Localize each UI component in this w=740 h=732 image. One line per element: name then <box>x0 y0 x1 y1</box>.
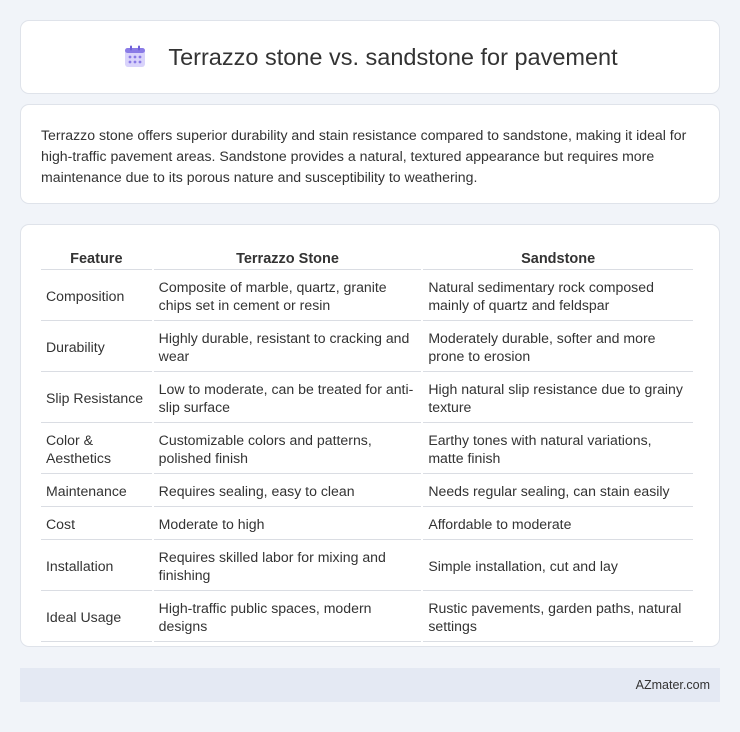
table-row <box>41 542 693 591</box>
terrazzo-cell: Requires sealing, easy to clean <box>154 476 422 507</box>
table-row <box>41 374 693 423</box>
header-terrazzo: Terrazzo Stone <box>154 246 422 270</box>
table-row <box>41 593 693 642</box>
title-wrap <box>122 44 617 71</box>
terrazzo-cell: Highly durable, resistant to cracking and wear <box>154 323 422 372</box>
table-row <box>41 272 693 321</box>
feature-cell: Composition <box>41 272 152 321</box>
feature-cell: Maintenance <box>41 476 152 507</box>
table-row <box>41 425 693 474</box>
sandstone-cell: Affordable to moderate <box>423 509 693 540</box>
sandstone-cell: High natural slip resistance due to grainy texture <box>423 374 693 423</box>
sandstone-cell: Simple installation, cut and lay <box>423 542 693 591</box>
feature-cell: Ideal Usage <box>41 593 152 642</box>
footer <box>20 668 720 702</box>
summary-text: Terrazzo stone offers superior durability and stain resistance compared to sandstone, making it ideal for high-traffic pavement areas. Sandstone provides a natural, textured appearance but requires more maintenance due to its porous nature and susceptibility to weathering. <box>41 127 687 185</box>
feature-cell: Cost <box>41 509 152 540</box>
sandstone-cell: Rustic pavements, garden paths, natural settings <box>423 593 693 642</box>
terrazzo-cell: Composite of marble, quartz, granite chips set in cement or resin <box>154 272 422 321</box>
footer-site-link[interactable]: AZmater.com <box>635 678 710 692</box>
sandstone-cell: Earthy tones with natural variations, matte finish <box>423 425 693 474</box>
terrazzo-cell: Moderate to high <box>154 509 422 540</box>
sandstone-cell: Needs regular sealing, can stain easily <box>423 476 693 507</box>
table-row <box>41 509 693 540</box>
table-row <box>41 476 693 507</box>
feature-cell: Installation <box>41 542 152 591</box>
table-row <box>41 323 693 372</box>
terrazzo-cell: Customizable colors and patterns, polished finish <box>154 425 422 474</box>
sandstone-cell: Natural sedimentary rock composed mainly of quartz and feldspar <box>423 272 693 321</box>
terrazzo-cell: Requires skilled labor for mixing and finishing <box>154 542 422 591</box>
terrazzo-cell: High-traffic public spaces, modern designs <box>154 593 422 642</box>
summary-card <box>20 104 720 204</box>
title-card <box>20 20 720 94</box>
terrazzo-cell: Low to moderate, can be treated for anti-slip surface <box>154 374 422 423</box>
header-sandstone: Sandstone <box>423 246 693 270</box>
feature-cell: Durability <box>41 323 152 372</box>
comparison-table <box>39 244 695 644</box>
sandstone-cell: Moderately durable, softer and more prone to erosion <box>423 323 693 372</box>
calendar-grid-icon <box>122 44 148 70</box>
feature-cell: Color & Aesthetics <box>41 425 152 474</box>
feature-cell: Slip Resistance <box>41 374 152 423</box>
table-header-row <box>41 246 693 270</box>
header-feature: Feature <box>41 246 152 270</box>
comparison-card <box>20 224 720 647</box>
page-title: Terrazzo stone vs. sandstone for pavement <box>168 43 618 70</box>
